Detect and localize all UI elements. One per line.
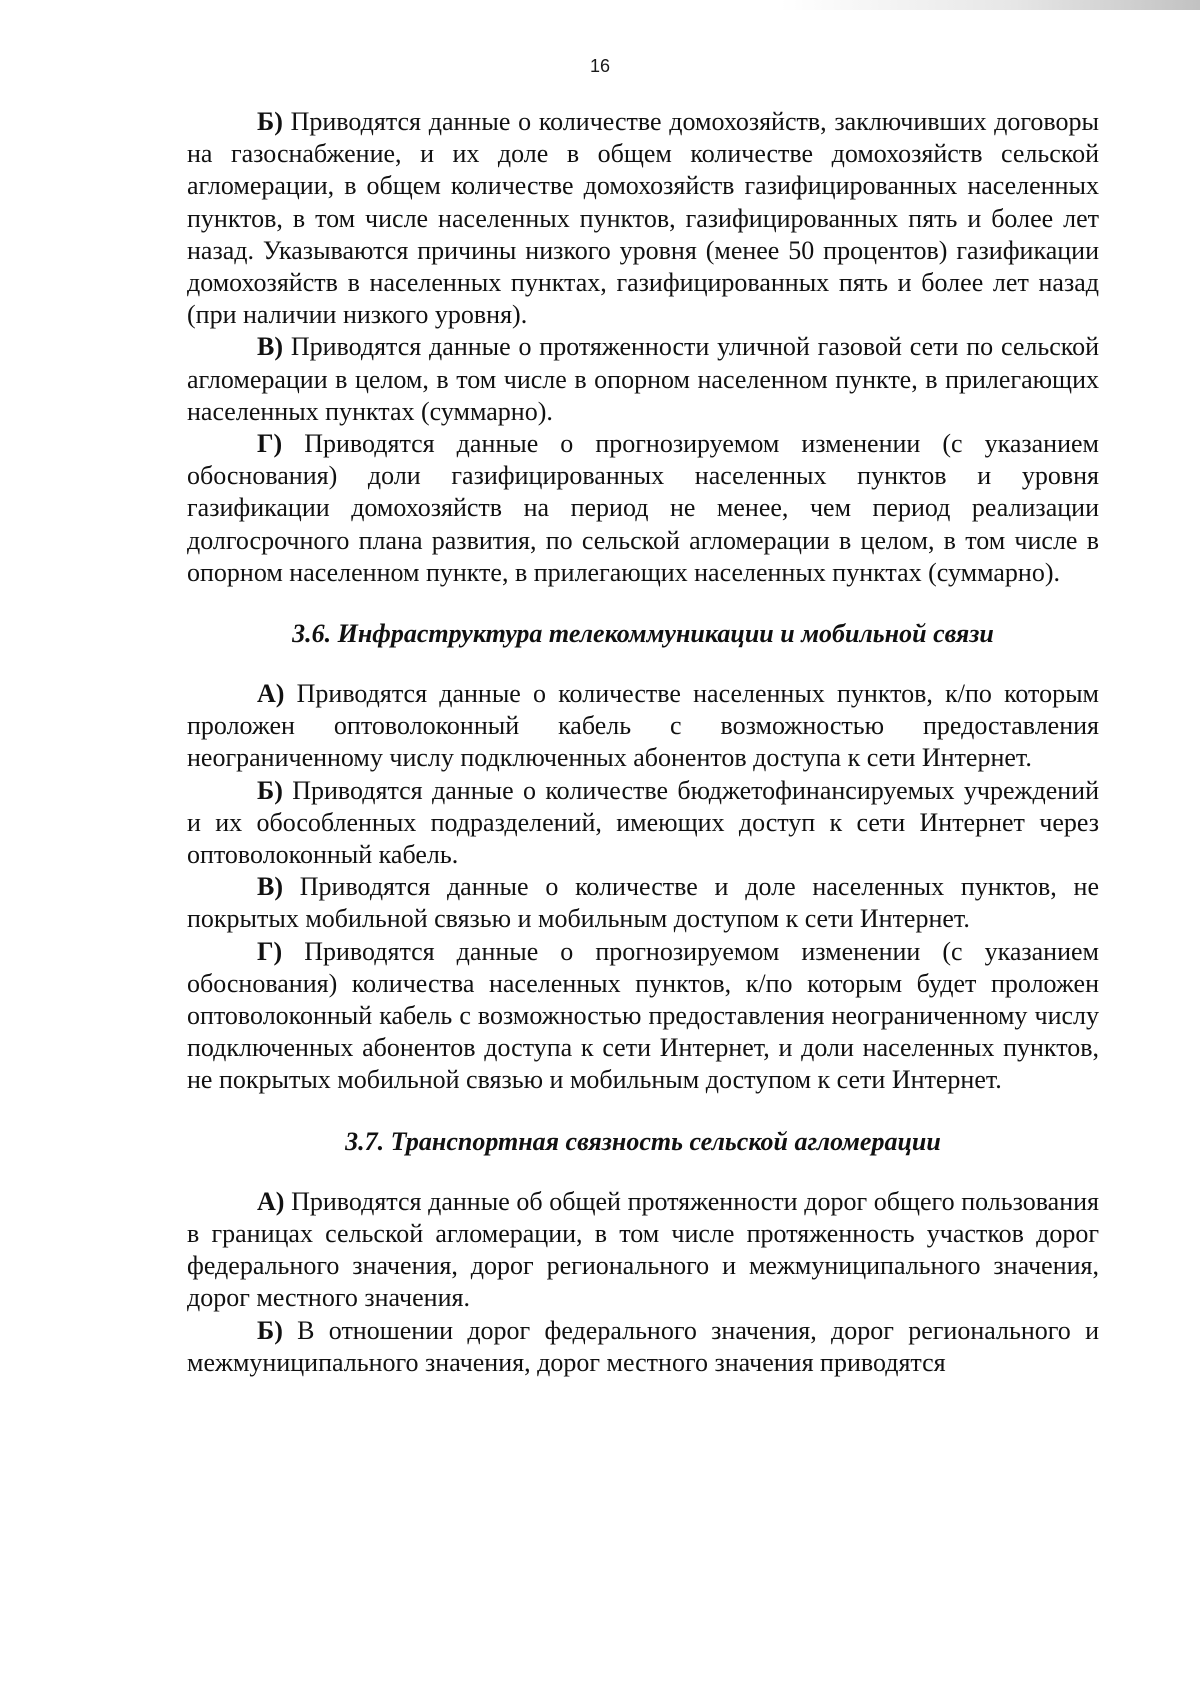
spacer bbox=[187, 1158, 1099, 1186]
paragraph-fiber-settlements bbox=[187, 678, 1099, 775]
paragraph-letter: Б) bbox=[257, 775, 283, 805]
spacer bbox=[187, 589, 1099, 618]
paragraph-road-length bbox=[187, 1186, 1099, 1315]
section-title-3-6: 3.6. Инфраструктура телекоммуникации и мобильной связи bbox=[292, 619, 994, 649]
page-content bbox=[187, 106, 1099, 1379]
paragraph-gas-network-length bbox=[187, 331, 1099, 428]
paragraph-budget-institutions bbox=[187, 775, 1099, 872]
paragraph-text: Приводятся данные об общей протяженности дорог общего пользования в границах сельской агломерации, в том числе протяженность участков дорог федерального значения, дорог регионального и межмуниципального значения, дорог местного значения. bbox=[187, 1186, 1099, 1313]
paragraph-text: Приводятся данные о количестве и доле населенных пунктов, не покрытых мобильной связью и мобильным доступом к сети Интернет. bbox=[187, 872, 1099, 934]
paragraph-letter: Б) bbox=[257, 1315, 283, 1345]
paragraph-gas-households bbox=[187, 106, 1099, 331]
paragraph-text: Приводятся данные о прогнозируемом изменении (с указанием обоснования) количества населенных пунктов, к/по которым будет проложен оптоволоконный кабель с возможностью предоставления неограниченному числу подключенных абонентов доступа к сети Интернет, и доли населенных пунктов, не покрытых мобильной связью и мобильным доступом к сети Интернет. bbox=[187, 936, 1099, 1095]
paragraph-mobile-coverage bbox=[187, 871, 1099, 935]
paragraph-text: Приводятся данные о прогнозируемом изменении (с указанием обоснования) доли газифицированных населенных пунктов и уровня газификации домохозяйств на период не менее, чем период реализации долгосрочного плана развития, по сельской агломерации в целом, в том числе в опорном населенном пункте, в прилегающих населенных пунктах (суммарно). bbox=[187, 429, 1099, 587]
paragraph-text: Приводятся данные о количестве бюджетофинансируемых учреждений и их обособленных подразделений, имеющих доступ к сети Интернет через оптоволоконный кабель. bbox=[187, 775, 1099, 870]
paragraph-telecom-forecast bbox=[187, 936, 1099, 1097]
paragraph-gas-forecast bbox=[187, 428, 1099, 589]
paragraph-letter: Б) bbox=[257, 107, 283, 136]
paragraph-text: Приводятся данные о протяженности уличной газовой сети по сельской агломерации в целом, в том числе в опорном населенном пункте, в прилегающих населенных пунктах (суммарно). bbox=[187, 332, 1099, 426]
paragraph-letter: В) bbox=[257, 872, 283, 902]
paragraph-letter: А) bbox=[257, 1186, 285, 1216]
spacer bbox=[187, 1097, 1099, 1126]
paragraph-text: В отношении дорог федерального значения, дорог регионального и межмуниципального значения, дорог местного значения приводятся bbox=[187, 1315, 1099, 1377]
paragraph-letter: А) bbox=[257, 679, 285, 709]
paragraph-text: Приводятся данные о количестве домохозяйств, заключивших договоры на газоснабжение, и их доле в общем количестве домохозяйств сельской агломерации, в общем количестве домохозяйств газифицированных населенных пунктов, в том числе населенных пунктов, газифицированных пять и более лет назад. Указываются причины низкого уровня (менее 50 процентов) газификации домохозяйств в населенных пунктах, газифицированных пять и более лет назад (при наличии низкого уровня). bbox=[187, 107, 1099, 330]
paragraph-road-categories bbox=[187, 1315, 1099, 1379]
paragraph-text: Приводятся данные о количестве населенных пунктов, к/по которым проложен оптоволоконный кабель с возможностью предоставления неограниченному числу подключенных абонентов доступа к сети Интернет. bbox=[187, 679, 1099, 773]
scan-artifact bbox=[780, 0, 1200, 10]
spacer bbox=[187, 650, 1099, 678]
paragraph-letter: Г) bbox=[257, 936, 283, 966]
paragraph-letter: В) bbox=[257, 332, 283, 362]
section-title-3-7: 3.7. Транспортная связность сельской агломерации bbox=[345, 1126, 941, 1156]
page-number: 16 bbox=[589, 56, 611, 76]
paragraph-letter: Г) bbox=[257, 429, 283, 459]
